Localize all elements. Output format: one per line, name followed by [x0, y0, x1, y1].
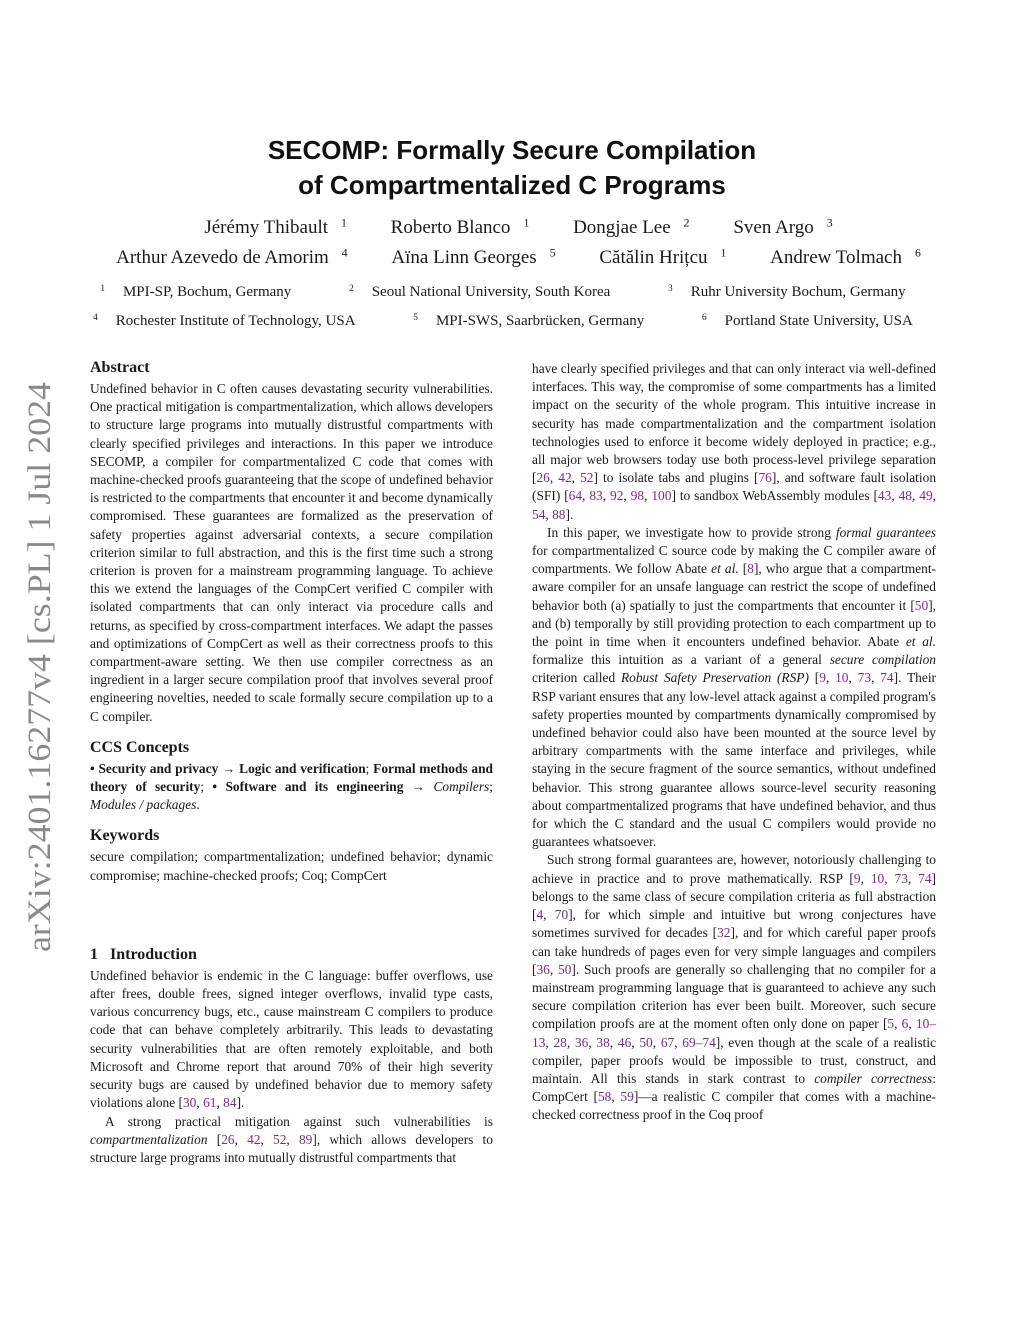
abstract-heading: Abstract — [90, 359, 150, 376]
citation[interactable]: 100 — [651, 488, 672, 504]
title-line-1: SECOMP: Formally Secure Compilation — [267, 135, 757, 165]
citation[interactable]: 38 — [596, 1034, 610, 1050]
affiliation: $^2$ Seoul National University, South Korea — [349, 283, 611, 300]
citation[interactable]: 9 — [819, 670, 826, 686]
citation[interactable]: 61 — [203, 1095, 217, 1111]
right-paragraph-3: Such strong formal guarantees are, however, notoriously challenging to achieve in practice and to prove mathematically. RSP [9, 10, 73, 74] belongs to the same class of secure compilation criteria as full abstraction [4, 70], for which simple and intuitive but wrong conjectures have sometimes survived for decades [32], and for which careful paper proofs can take hundreds of pages even for very simple languages and compilers [36, 50]. Such proofs are generally so challenging that no compiler for a mainstream programming language that is guaranteed to achieve any such secure compilation criterion has ever been built. Moreover, such secure compilation proofs are at the moment often only done on paper [5, 6, 10–13, 28, 36, 38, 46, 50, 67, 69–74], even though at the scale of a realistic compiler, paper proofs would be impossible to trust, construct, and maintain. All this stands in stark contrast to compiler correctness: CompCert [58, 59]—a realistic C compiler that comes with a machine-checked correctness proof in the Coq proof — [532, 852, 937, 1123]
author: Roberto Blanco $^1$ — [390, 216, 530, 238]
citation[interactable]: 69–74 — [682, 1034, 716, 1050]
citation[interactable]: 59 — [620, 1089, 634, 1105]
citation[interactable]: 88 — [552, 506, 566, 522]
citation[interactable]: 84 — [223, 1095, 237, 1111]
citation[interactable]: 10 — [835, 670, 849, 686]
citation[interactable]: 49 — [919, 488, 933, 504]
citation[interactable]: 73 — [857, 670, 872, 686]
right-paragraph-1: have clearly specified privileges and that can only interact via well-defined interfaces. This way, the compromise of some compartments has a limited impact on the security of the whole program. This intuitive increase in security has made compartmentalization and the compartment isolation technologies used to enforce it become widely deployed in practice; e.g., all major web browsers today use both process-level privilege separation [26, 42, 52] to isolate tabs and plugins [76], and software fault isolation (SFI) [64, 83, 92, 98, 100] to sandbox WebAssembly modules [43, 48, 49, 54, 88]. — [532, 361, 937, 522]
affiliation: $^1$ MPI-SP, Bochum, Germany — [100, 283, 292, 300]
citation[interactable]: 5 — [887, 1016, 895, 1032]
ccs-heading: CCS Concepts — [90, 738, 190, 756]
intro-paragraph-2: A strong practical mitigation against such vulnerabilities is compartmentalization [26, 42, 52, 89], which allows developers to structure large programs into mutually distrustful compartments that — [90, 1113, 493, 1165]
author: Dongjae Lee $^2$ — [573, 216, 690, 238]
citation[interactable]: 54 — [532, 506, 546, 522]
authors-row-1 — [0, 217, 1024, 239]
citation[interactable]: 50 — [639, 1034, 653, 1050]
citation[interactable]: 89 — [298, 1131, 313, 1147]
citation[interactable]: 30 — [182, 1095, 197, 1111]
citation[interactable]: 50 — [558, 961, 572, 977]
citation[interactable]: 36 — [574, 1034, 589, 1050]
author: Aïna Linn Georges $^5$ — [391, 246, 556, 268]
citation[interactable]: 74 — [880, 670, 894, 686]
citation[interactable]: 8 — [747, 561, 754, 577]
citation[interactable]: 10 — [870, 870, 885, 886]
citation[interactable]: 83 — [589, 488, 603, 504]
citation[interactable]: 70 — [554, 907, 569, 923]
citation[interactable]: 50 — [914, 597, 929, 613]
author: Arthur Azevedo de Amorim $^4$ — [116, 246, 348, 268]
citation[interactable]: 64 — [568, 488, 583, 504]
paper-title — [0, 133, 1024, 203]
citation[interactable]: 36 — [536, 961, 550, 977]
keywords-heading: Keywords — [90, 827, 160, 845]
affiliation: $^6$ Portland State University, USA — [702, 312, 913, 329]
affiliation: $^4$ Rochester Institute of Technology, USA — [93, 312, 356, 329]
right-paragraph-2: In this paper, we investigate how to provide strong formal guarantees for compartmentalized C source code by making the C compiler aware of compartments. We follow Abate et al. [8], who argue that a compartment-aware compiler for an unsafe language can restrict the scope of undefined behavior both (a) spatially to just the compartments that encounter it [50], and (b) temporally by still providing protection to each compartment up to the point in time when it encounters undefined behavior. Abate et al. formalize this intuition as a variant of a general secure compilation criterion called Robust Safety Preservation (RSP) [9, 10, 73, 74]. Their RSP variant ensures that any low-level attack against a compiled program's safety properties mounted by compartments dynamically compromised by undefined behavior could also have been mounted at the source level by arbitrary compartments with the same interface and privileges, while staying in the secure fragment of the source semantics, without undefined behavior. This strong guarantee allows source-level security reasoning about compartmentalized programs that have undefined behavior, and thus for which the C standard and the usual C compilers would provide no guarantees whatsoever. — [532, 524, 937, 850]
author: Jérémy Thibault $^1$ — [204, 216, 347, 238]
intro-heading: 1 Introduction — [90, 945, 197, 963]
right-column — [532, 360, 936, 1125]
affiliations-row-1 — [0, 284, 1024, 301]
citation[interactable]: 58 — [597, 1089, 612, 1105]
citation[interactable]: 74 — [918, 870, 932, 886]
left-column — [90, 358, 493, 1167]
citation[interactable]: 42 — [247, 1131, 261, 1147]
title-line-2: of Compartmentalized C Programs — [298, 170, 726, 200]
citation[interactable]: 9 — [853, 870, 861, 886]
citation[interactable]: 4 — [536, 907, 544, 923]
ccs-concepts: • Security and privacy → Logic and verification; Formal methods and theory of security; • Software and its engineering → Compilers; Modules / packages. — [90, 760, 493, 813]
citation[interactable]: 67 — [660, 1034, 675, 1050]
citation[interactable]: 6 — [901, 1016, 909, 1032]
citation[interactable]: 92 — [610, 488, 624, 504]
author: Sven Argo $^3$ — [733, 216, 833, 238]
citation[interactable]: 32 — [717, 925, 731, 941]
citation[interactable]: 10–13 — [532, 1016, 937, 1050]
citation[interactable]: 73 — [894, 870, 908, 886]
citation[interactable]: 76 — [758, 470, 772, 486]
citation[interactable]: 26 — [536, 470, 550, 486]
citation[interactable]: 52 — [580, 470, 594, 486]
citation[interactable]: 46 — [617, 1034, 632, 1050]
citation[interactable]: 98 — [630, 488, 645, 504]
author: Cătălin Hrițcu $^1$ — [599, 246, 727, 268]
arxiv-stamp — [14, 380, 64, 960]
intro-paragraph-1: Undefined behavior is endemic in the C language: buffer overflows, use after frees, double frees, signed integer overflows, invalid type casts, various concurrency bugs, etc., cause mainstream C compilers to produce code that can behave completely arbitrarily. This leads to devastating security vulnerabilities that are often remotely exploitable, and both Microsoft and Chrome report that around 70% of their high severity security bugs are caused by undefined behavior due to memory safety violations alone [30, 61, 84]. — [90, 967, 493, 1111]
authors-row-2 — [0, 247, 1024, 269]
author: Andrew Tolmach $^6$ — [770, 246, 921, 268]
keywords-text: secure compilation; compartmentalization; undefined behavior; dynamic compromise; machine-checked proofs; Coq; CompCert — [90, 849, 493, 883]
affiliations-row-2 — [0, 313, 1024, 330]
arxiv-stamp-text: arXiv:2401.16277v4 [cs.PL] 1 Jul 2024 — [22, 427, 58, 952]
affiliation: $^3$ Ruhr University Bochum, Germany — [668, 283, 906, 300]
abstract-text: Undefined behavior in C often causes devastating security vulnerabilities. One practical mitigation is compartmentalization, which allows developers to structure large programs into mutually distrustful compartments with clearly specified privileges and interactions. In this paper we introduce SECOMP, a compiler for compartmentalized C code that comes with machine-checked proofs guaranteeing that the scope of undefined behavior is restricted to the compartments that encounter it and become dynamically compromised. These guarantees are formalized as the preservation of safety properties against adversarial contexts, a secure compilation criterion similar to full abstraction, and this is the first time such a strong criterion is proven for a mainstream programming language. To achieve this we extend the languages of the CompCert verified C compiler with isolated compartments that can only interact via procedure calls and returns, as specified by cross-compartment interfaces. We adapt the passes and optimizations of CompCert as well as their correctness proofs to this compartment-aware setting. We then use compiler correctness as an ingredient in a larger secure compilation proof that involves several proof engineering novelties, needed to scale formally secure compilation up to a C compiler. — [90, 381, 493, 724]
citation[interactable]: 48 — [898, 488, 912, 504]
citation[interactable]: 26 — [221, 1131, 235, 1147]
citation[interactable]: 43 — [877, 488, 892, 504]
citation[interactable]: 52 — [273, 1131, 287, 1147]
citation[interactable]: 28 — [553, 1034, 567, 1050]
citation[interactable]: 42 — [558, 470, 572, 486]
affiliation: $^5$ MPI-SWS, Saarbrücken, Germany — [413, 312, 645, 329]
